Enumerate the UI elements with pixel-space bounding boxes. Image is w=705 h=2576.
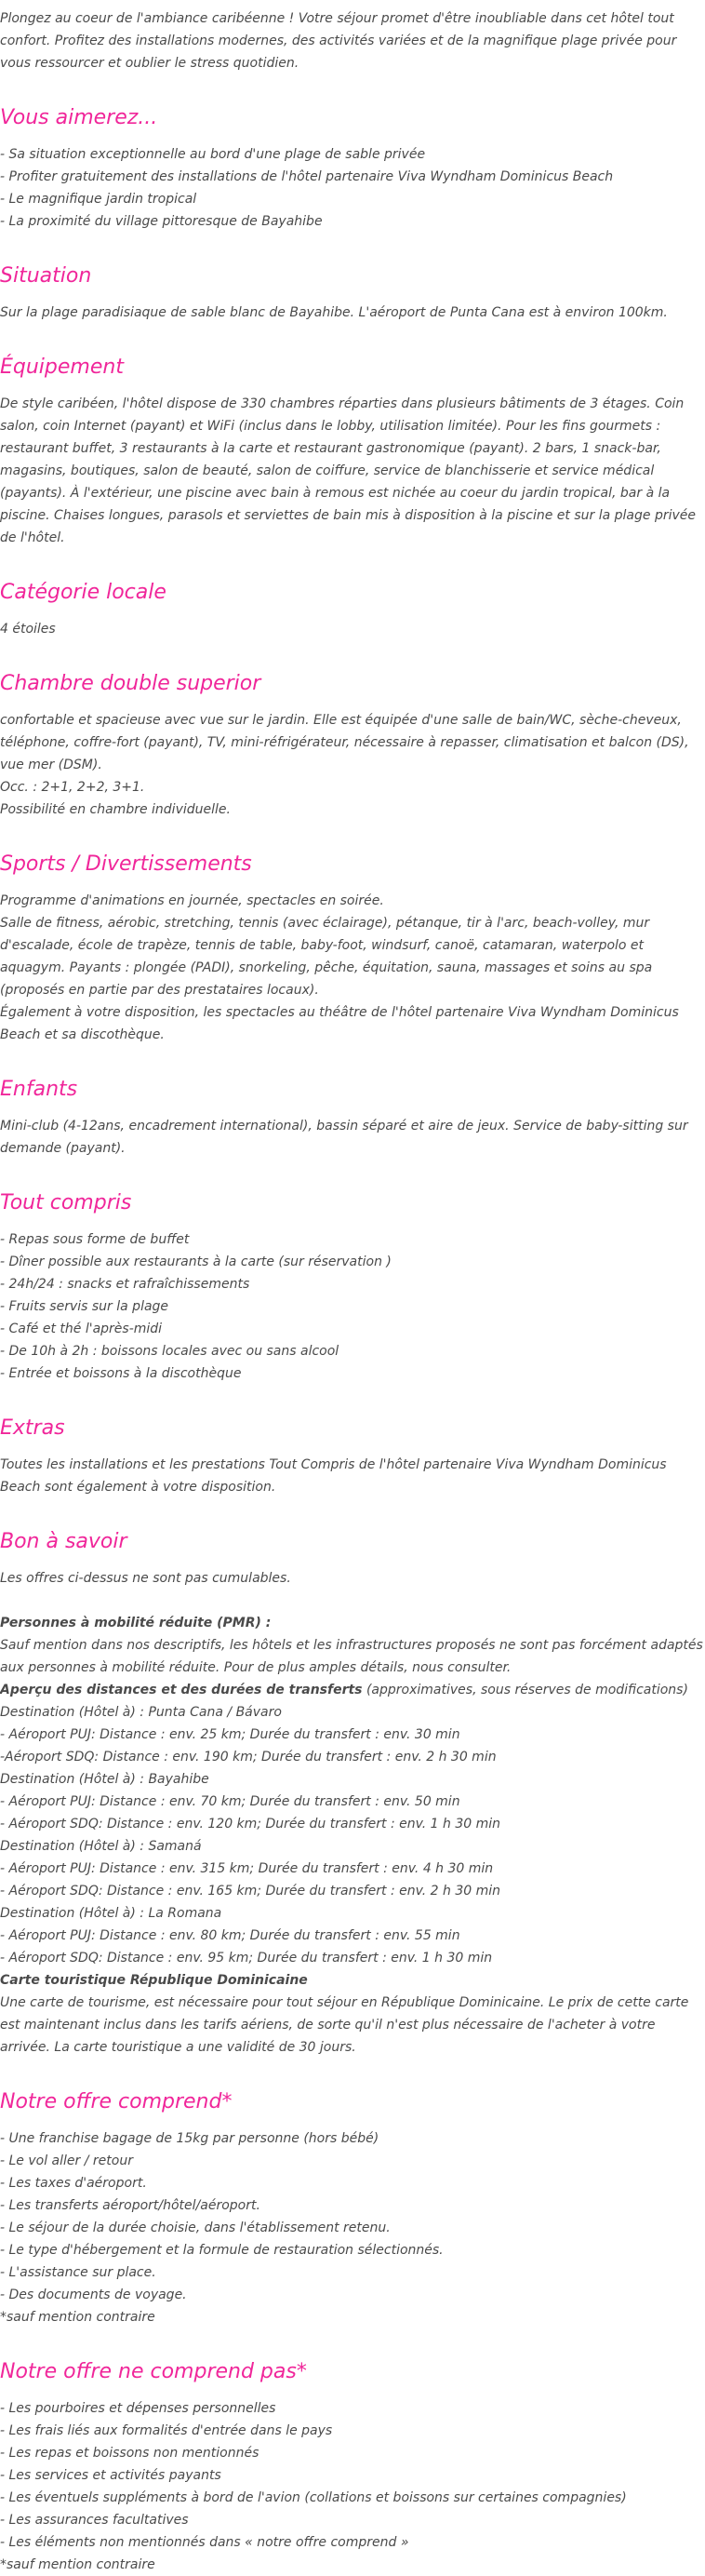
list-item: - Dîner possible aux restaurants à la carte (sur réservation ) [0, 1254, 392, 1269]
sports-text [0, 890, 705, 1046]
distances-label: Aperçu des distances et des durées de transferts [0, 1683, 363, 1697]
footnote: *sauf mention contraire [0, 2557, 155, 2572]
list-item: - Le magnifique jardin tropical [0, 192, 197, 207]
list-item: - Café et thé l'après-midi [0, 1322, 163, 1336]
text-line: Salle de fitness, aérobic, stretching, tennis (avec éclairage), pétanque, tir à l'arc, beach-volley, mur d'escalade, école de trapèze, tennis de table, baby-foot, windsurf, canoë, catamaran, waterpolo et aquagym. Payants : plongée (PADI), snorkeling, pêche, équitation, sauna, massages et soins au spa (proposés en partie par des prestataires locaux). [0, 916, 653, 998]
equipement-text: De style caribéen, l'hôtel dispose de 330 chambres réparties dans plusieurs bâtiments de 3 étages. Coin salon, coin Internet (payant) et WiFi (inclus dans le lobby, utilisation limitée). Pour les fins gourmets : restaurant buffet, 3 restaurants à la carte et restaurant gastronomique (payant). 2 bars, 1 snack-bar, magasins, boutiques, salon de beauté, salon de coiffure, service de blanchisserie et service médical (payants). À l'extérieur, une piscine avec bain à remous est nichée au coeur du jardin tropical, bar à la piscine. Chaises longues, parasols et serviettes de bain mis à disposition à la piscine et sur la plage privée de l'hôtel. [0, 396, 696, 545]
section-title-equipement: Équipement [0, 356, 124, 379]
text-line: Occ. : 2+1, 2+2, 3+1. [0, 780, 145, 795]
spacer [0, 1590, 705, 1612]
section-title-enfants: Enfants [0, 1078, 78, 1101]
section-title-situation: Situation [0, 264, 92, 288]
list-item: - Repas sous forme de buffet [0, 1232, 190, 1247]
bon-a-savoir-text: Les offres ci-dessus ne sont pas cumulables. [0, 1571, 291, 1586]
list-item: - Le type d'hébergement et la formule de restauration sélectionnés. [0, 2243, 444, 2258]
list-item: - Le vol aller / retour [0, 2153, 133, 2168]
enfants-text: Mini-club (4-12ans, encadrement international), bassin séparé et aire de jeux. Service de baby-sitting sur demande (payant). [0, 1119, 688, 1156]
list-item: - L'assistance sur place. [0, 2265, 156, 2280]
section-title-chambre: Chambre double superior [0, 672, 261, 695]
distance-line: Destination (Hôtel à) : Punta Cana / Bávaro [0, 1705, 282, 1720]
footnote: *sauf mention contraire [0, 2310, 155, 2325]
offre-ne-comprend-list [0, 2397, 705, 2576]
list-item: - Fruits servis sur la plage [0, 1299, 169, 1314]
extras-text: Toutes les installations et les prestations Tout Compris de l'hôtel partenaire Viva Wyndham Dominicus Beach sont également à votre disposition. [0, 1457, 667, 1495]
offre-comprend-list [0, 2127, 705, 2328]
distance-line: - Aéroport PUJ: Distance : env. 315 km; Durée du transfert : env. 4 h 30 min [0, 1861, 494, 1876]
intro-text: Plongez au coeur de l'ambiance caribéenne ! Votre séjour promet d'être inoubliable dans cet hôtel tout confort. Profitez des installations modernes, des activités variées et de la magnifique plage privée pour vous ressourcer et oublier le stress quotidien. [0, 11, 677, 71]
distance-line: Destination (Hôtel à) : Samaná [0, 1839, 202, 1854]
section-title-extras: Extras [0, 1416, 65, 1440]
list-item: - Le séjour de la durée choisie, dans l'établissement retenu. [0, 2220, 391, 2235]
distances-note: (approximatives, sous réserves de modifications) [362, 1683, 688, 1697]
chambre-text [0, 709, 705, 821]
distance-line: - Aéroport PUJ: Distance : env. 70 km; Durée du transfert : env. 50 min [0, 1794, 460, 1809]
section-title-bon-a-savoir: Bon à savoir [0, 1530, 127, 1553]
list-item: - Les services et activités payants [0, 2468, 221, 2483]
list-item: - Entrée et boissons à la discothèque [0, 1366, 242, 1381]
list-item: - La proximité du village pittoresque de Bayahibe [0, 214, 323, 229]
tout-compris-list [0, 1228, 705, 1385]
section-title-categorie: Catégorie locale [0, 581, 166, 604]
distance-line: - Aéroport PUJ: Distance : env. 80 km; Durée du transfert : env. 55 min [0, 1928, 460, 1943]
section-title-sports: Sports / Divertissements [0, 852, 252, 876]
list-item: - Profiter gratuitement des installations de l'hôtel partenaire Viva Wyndham Dominicus Beach [0, 169, 614, 184]
pmr-text: Sauf mention dans nos descriptifs, les hôtels et les infrastructures proposés ne sont pas forcément adaptés aux personnes à mobilité réduite. Pour de plus amples détails, nous consulter. [0, 1638, 703, 1675]
list-item: - Les éventuels suppléments à bord de l'avion (collations et boissons sur certaines compagnies) [0, 2490, 627, 2505]
list-item: - Les taxes d'aéroport. [0, 2176, 147, 2191]
vous-aimerez-list [0, 143, 705, 233]
list-item: - Les pourboires et dépenses personnelles [0, 2401, 276, 2416]
section-title-tout-compris: Tout compris [0, 1191, 132, 1214]
list-item: - Des documents de voyage. [0, 2288, 187, 2302]
list-item: - Les frais liés aux formalités d'entrée dans le pays [0, 2423, 333, 2438]
section-title-offre-ne-comprend: Notre offre ne comprend pas* [0, 2360, 307, 2383]
list-item: - Les transferts aéroport/hôtel/aéroport. [0, 2198, 260, 2213]
list-item: - Les éléments non mentionnés dans « notre offre comprend » [0, 2535, 409, 2550]
distance-line: Destination (Hôtel à) : La Romana [0, 1906, 222, 1921]
distance-line: -Aéroport SDQ: Distance : env. 190 km; Durée du transfert : env. 2 h 30 min [0, 1750, 497, 1764]
distances-heading [0, 1679, 705, 1701]
carte-label: Carte touristique République Dominicaine [0, 1973, 308, 1988]
list-item: - Une franchise bagage de 15kg par personne (hors bébé) [0, 2131, 379, 2146]
list-item: - 24h/24 : snacks et rafraîchissements [0, 1277, 250, 1292]
text-line: Programme d'animations en journée, spectacles en soirée. [0, 893, 384, 908]
text-line: Également à votre disposition, les spectacles au théâtre de l'hôtel partenaire Viva Wyndham Dominicus Beach et sa discothèque. [0, 1005, 679, 1042]
pmr-label: Personnes à mobilité réduite (PMR) : [0, 1616, 272, 1630]
text-line: Possibilité en chambre individuelle. [0, 802, 231, 817]
carte-text: Une carte de tourisme, est nécessaire pour tout séjour en République Dominicaine. Le prix de cette carte est maintenant inclus dans les tarifs aériens, de sorte qu'il n'est plus nécessaire de l'acheter à votre arrivée. La carte touristique a une validité de 30 jours. [0, 1995, 689, 2055]
categorie-text: 4 étoiles [0, 622, 56, 637]
section-title-vous-aimerez: Vous aimerez... [0, 106, 158, 129]
text-line: confortable et spacieuse avec vue sur le jardin. Elle est équipée d'une salle de bain/WC, sèche-cheveux, téléphone, coffre-fort (payant), TV, mini-réfrigérateur, nécessaire à repasser, climatisation et balcon (DS), vue mer (DSM). [0, 713, 689, 772]
distance-line: - Aéroport SDQ: Distance : env. 165 km; Durée du transfert : env. 2 h 30 min [0, 1884, 501, 1898]
situation-text: Sur la plage paradisiaque de sable blanc de Bayahibe. L'aéroport de Punta Cana est à environ 100km. [0, 305, 668, 320]
distance-line: - Aéroport SDQ: Distance : env. 95 km; Durée du transfert : env. 1 h 30 min [0, 1951, 493, 1966]
list-item: - Les repas et boissons non mentionnés [0, 2446, 259, 2461]
bon-a-savoir-details [0, 1612, 705, 2059]
distance-line: Destination (Hôtel à) : Bayahibe [0, 1772, 209, 1787]
list-item: - Les assurances facultatives [0, 2513, 189, 2528]
distance-line: - Aéroport SDQ: Distance : env. 120 km; Durée du transfert : env. 1 h 30 min [0, 1817, 501, 1831]
list-item: - De 10h à 2h : boissons locales avec ou sans alcool [0, 1344, 339, 1359]
distance-line: - Aéroport PUJ: Distance : env. 25 km; Durée du transfert : env. 30 min [0, 1727, 460, 1742]
section-title-offre-comprend: Notre offre comprend* [0, 2090, 233, 2113]
list-item: - Sa situation exceptionnelle au bord d'une plage de sable privée [0, 147, 426, 162]
